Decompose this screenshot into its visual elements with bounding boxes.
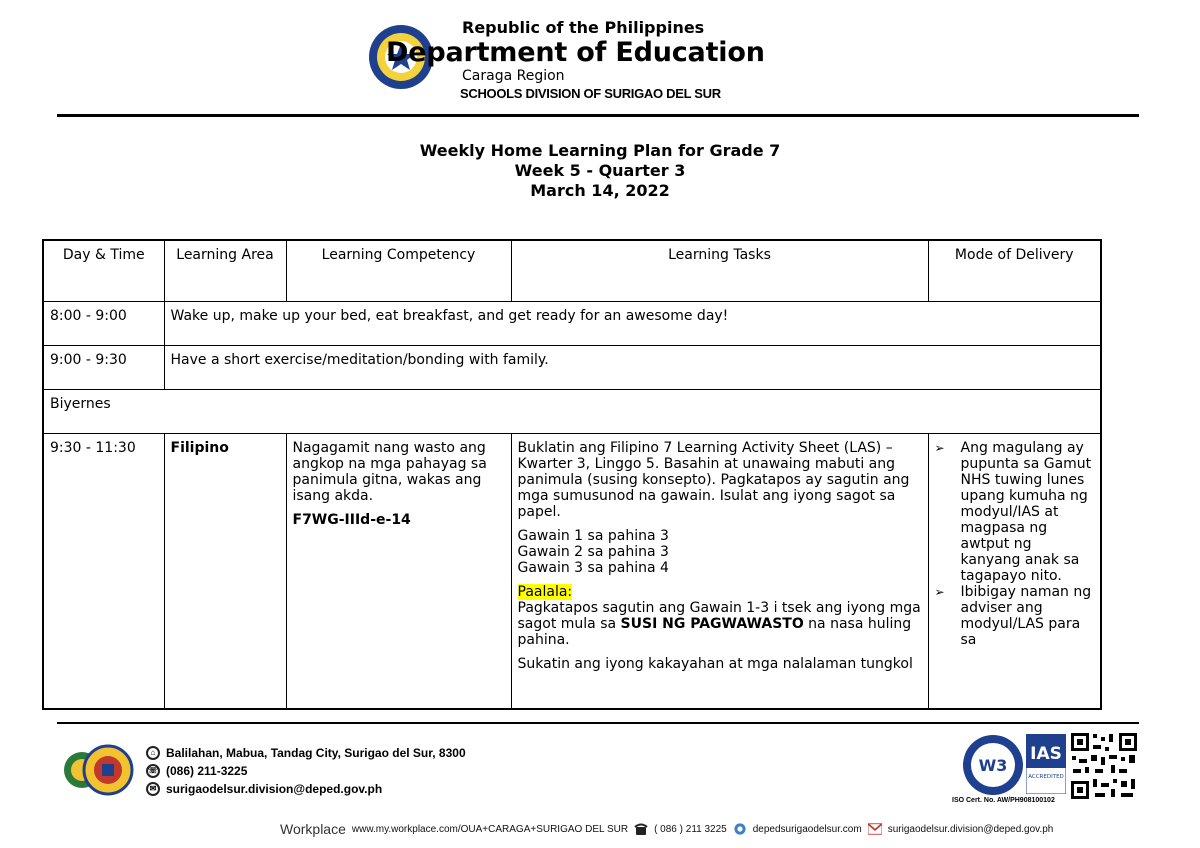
- header-learning-area: Learning Area: [164, 240, 286, 302]
- mode-item: ➢ Ang magulang ay pupunta sa Gamut NHS tuwing lunes upang kumuha ng modyul/IAS at magpasa ng awtput ng kanyang anak sa tagapayo nito.: [961, 440, 1095, 584]
- day-row: [43, 390, 1101, 434]
- w3-label: W3: [978, 756, 1008, 775]
- title-line-1: Weekly Home Learning Plan for Grade 7: [419, 141, 781, 160]
- mail-icon: ✉: [146, 782, 160, 796]
- paalala-text: [518, 600, 922, 648]
- tasks-closing: Sukatin ang iyong kakayahan at mga nalalaman tungkol: [517, 656, 913, 672]
- paalala-post: na nasa huling pahina.: [517, 616, 912, 648]
- gawain-1: Gawain 1 sa pahina 3: [517, 528, 669, 544]
- email-row: [146, 780, 466, 798]
- paalala-pre: Pagkatapos sagutin ang Gawain 1-3 i tsek ang iyong mga sagot mula sa: [517, 600, 921, 632]
- tasks-intro: Buklatin ang Filipino 7 Learning Activity Sheet (LAS) – Kwarter 3, Linggo 5. Basahin at unawaing mabuti ang panimula (susing konsepto). Pagkatapos ay sagutin ang mga sumusunod na gawain. Isulat ang iyong sagot sa papel.: [517, 440, 910, 520]
- table-row-filipino: [43, 434, 1101, 710]
- learning-plan-table: [42, 239, 1102, 710]
- row-activity: Wake up, make up your bed, eat breakfast, and get ready for an awesome day!: [164, 302, 1101, 346]
- title-line-3: March 14, 2022: [530, 181, 670, 200]
- table-row: [43, 302, 1101, 346]
- header-republic: Republic of the Philippines: [462, 18, 705, 37]
- header-learning-tasks: Learning Tasks: [511, 240, 928, 302]
- learning-area-cell: Filipino: [164, 434, 286, 710]
- gawain-3: Gawain 3 sa pahina 4: [517, 560, 669, 576]
- mode-cell: [928, 434, 1101, 710]
- header-divider: [57, 114, 1139, 117]
- gmail-icon: [868, 823, 882, 835]
- footer-email[interactable]: surigaodelsur.division@deped.gov.ph: [166, 782, 383, 796]
- phone-icon: ☏: [146, 764, 160, 778]
- ias-label: IAS: [1030, 744, 1062, 764]
- ias-sub: ACCREDITED: [1028, 774, 1064, 780]
- title-line-2: Week 5 - Quarter 3: [514, 161, 686, 180]
- telephone-icon: [634, 823, 648, 835]
- day-label: Biyernes: [43, 390, 1101, 434]
- ias-accredited-logo: [1026, 734, 1066, 794]
- division-logo: [60, 740, 134, 800]
- competency-text: Nagagamit nang wasto ang angkop na mga pahayag sa panimula gitna, wakas ang isang akda.: [292, 440, 487, 504]
- row-time: 9:00 - 9:30: [43, 346, 164, 390]
- bar-phone: ( 086 ) 211 3225: [654, 823, 727, 835]
- w3-certification-logo: [962, 734, 1024, 796]
- bar-email[interactable]: surigaodelsur.division@deped.gov.ph: [887, 823, 1054, 835]
- phone-row: [146, 762, 466, 780]
- row-time: 8:00 - 9:00: [43, 302, 164, 346]
- iso-certification: ISO Cert. No. AW/PH908100102: [952, 797, 1055, 804]
- footer-phone: (086) 211-3225: [166, 764, 248, 778]
- table-row: [43, 346, 1101, 390]
- header-division: SCHOOLS DIVISION OF SURIGAO DEL SUR: [460, 86, 721, 101]
- header-department: Department of Education: [386, 37, 765, 68]
- competency-code: F7WG-IIId-e-14: [292, 512, 411, 528]
- tasks-cell: [511, 434, 928, 710]
- paalala-label: Paalala:: [517, 584, 573, 600]
- document-title: [0, 141, 1200, 201]
- gawain-2: Gawain 2 sa pahina 3: [517, 544, 669, 560]
- workplace-url[interactable]: www.my.workplace.com/OUA+CARAGA+SURIGAO DEL SUR: [351, 823, 629, 835]
- header-region: Caraga Region: [462, 68, 565, 84]
- row-activity: Have a short exercise/meditation/bonding with family.: [164, 346, 1101, 390]
- workplace-contact-bar: [280, 821, 1053, 837]
- home-icon: ⌂: [146, 746, 160, 760]
- competency-cell: [286, 434, 511, 710]
- table-header-row: [43, 240, 1101, 302]
- qr-code[interactable]: [1069, 731, 1139, 801]
- row-time: 9:30 - 11:30: [43, 434, 164, 710]
- address-row: [146, 744, 466, 762]
- header-learning-competency: Learning Competency: [286, 240, 511, 302]
- footer-contacts: [146, 744, 466, 798]
- footer-divider: [57, 722, 1139, 724]
- workplace-brand: Workplace: [280, 821, 346, 837]
- bar-website[interactable]: depedsurigaodelsur.com: [752, 823, 862, 835]
- header-mode-of-delivery: Mode of Delivery: [928, 240, 1101, 302]
- mode-list: [935, 440, 1095, 648]
- header-day-time: Day & Time: [43, 240, 164, 302]
- paalala-key: SUSI NG PAGWAWASTO: [620, 616, 804, 632]
- website-icon: [733, 823, 747, 835]
- footer-address: Balilahan, Mabua, Tandag City, Surigao del Sur, 8300: [166, 746, 466, 760]
- mode-item: ➢ Ibibigay naman ng adviser ang modyul/LAS para sa: [961, 584, 1095, 648]
